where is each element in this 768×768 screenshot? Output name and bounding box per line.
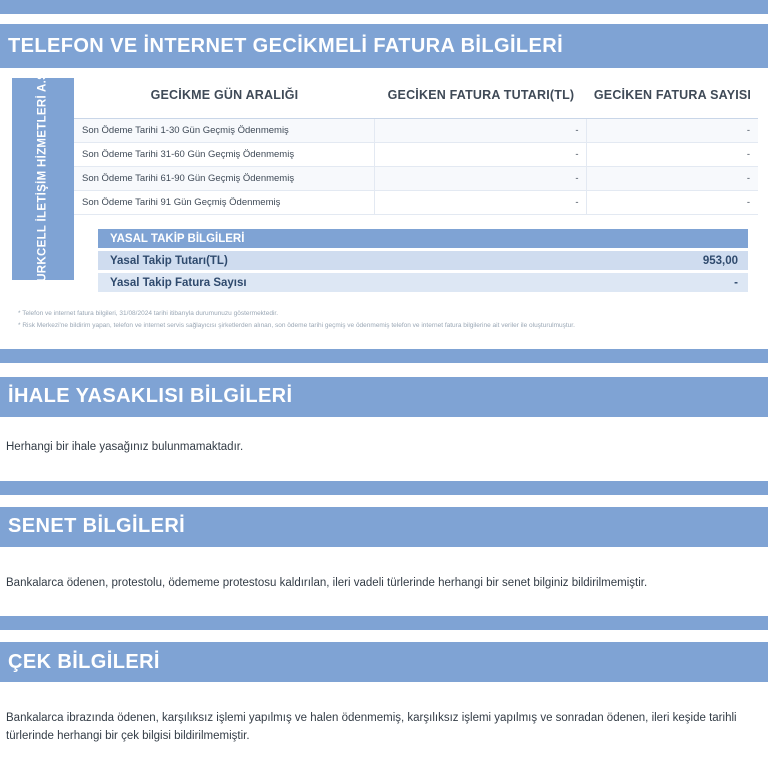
company-vertical-label (12, 68, 74, 290)
legal-count-row (98, 273, 748, 292)
cell-range: Son Ödeme Tarihi 91 Gün Geçmiş Ödenmemiş (74, 191, 375, 215)
ihale-body-text: Herhangi bir ihale yasağınız bulunmamaktadır. (6, 440, 244, 453)
legal-amount-value: 953,00 (702, 254, 738, 267)
section-header-senet: SENET BİLGİLERİ (0, 507, 768, 547)
cell-range: Son Ödeme Tarihi 61-90 Gün Geçmiş Ödenmemiş (74, 167, 375, 191)
divider-bar-2 (0, 481, 768, 495)
section-header-telefon: TELEFON VE İNTERNET GECİKMELİ FATURA BİLGİLERİ (0, 24, 768, 68)
legal-followup-header-label: YASAL TAKİP BİLGİLERİ (110, 232, 245, 245)
table-row (74, 119, 758, 143)
company-vertical-label-text: TURKCELL İLETİŞİM HİZMETLERİ A.Ş. (36, 68, 49, 290)
cell-amount: - (375, 167, 587, 191)
divider-bar-1 (0, 349, 768, 363)
cell-amount: - (375, 191, 587, 215)
cell-amount: - (375, 119, 587, 143)
legal-count-label: Yasal Takip Fatura Sayısı (110, 276, 247, 289)
column-header-range: GECİKME GÜN ARALIĞI (74, 78, 375, 119)
legal-amount-label: Yasal Takip Tutarı(TL) (110, 254, 228, 267)
section-header-ihale: İHALE YASAKLISI BİLGİLERİ (0, 377, 768, 417)
table-row (74, 167, 758, 191)
senet-body-text: Bankalarca ödenen, protestolu, ödememe protestosu kaldırılan, ileri vadeli türlerinde herhangi bir senet bilginiz bildirilmemiştir. (6, 576, 648, 589)
legal-amount-row (98, 251, 748, 270)
divider-bar-3 (0, 616, 768, 630)
footnote-item: * Telefon ve internet fatura bilgileri, 31/08/2024 tarihi itibarıyla durumunuzu göstermektedir. (18, 310, 279, 317)
footnote-item: * Risk Merkezi'ne bildirim yapan, telefon ve internet servis sağlayıcısı şirketlerden alınan, son ödeme tarihi geçmiş ve ödenmemiş telefon ve internet fatura bilgilerine ait veriler ile oluşturulmuştur. (18, 322, 575, 330)
cek-body-text: Bankalarca ibrazında ödenen, karşılıksız işlemi yapılmış ve halen ödenmemiş, karşılıksız işlemi yapılmış ve sonradan ödenen, ileri keşide tarihli türlerinde herhangi bir çek bilgisi bildirilmemiştir. (6, 712, 737, 743)
table-row (74, 143, 758, 167)
legal-count-value: - (734, 276, 738, 289)
cell-count: - (587, 191, 758, 215)
table-row (74, 191, 758, 215)
cell-range: Son Ödeme Tarihi 1-30 Gün Geçmiş Ödenmemiş (74, 119, 375, 143)
cell-count: - (587, 119, 758, 143)
table-header-row (74, 78, 758, 119)
footnotes (18, 308, 758, 333)
telefon-table-area (0, 68, 768, 333)
late-bills-table (74, 78, 758, 215)
legal-followup-header (98, 229, 748, 248)
cell-amount: - (375, 143, 587, 167)
section-header-cek: ÇEK BİLGİLERİ (0, 642, 768, 682)
top-divider-bar (0, 0, 768, 14)
cell-range: Son Ödeme Tarihi 31-60 Gün Geçmiş Ödenmemiş (74, 143, 375, 167)
column-header-count: GECİKEN FATURA SAYISI (587, 78, 758, 119)
cell-count: - (587, 143, 758, 167)
legal-followup-block (98, 229, 748, 292)
cell-count: - (587, 167, 758, 191)
spacer (0, 14, 768, 24)
column-header-amount: GECİKEN FATURA TUTARI(TL) (375, 78, 587, 119)
